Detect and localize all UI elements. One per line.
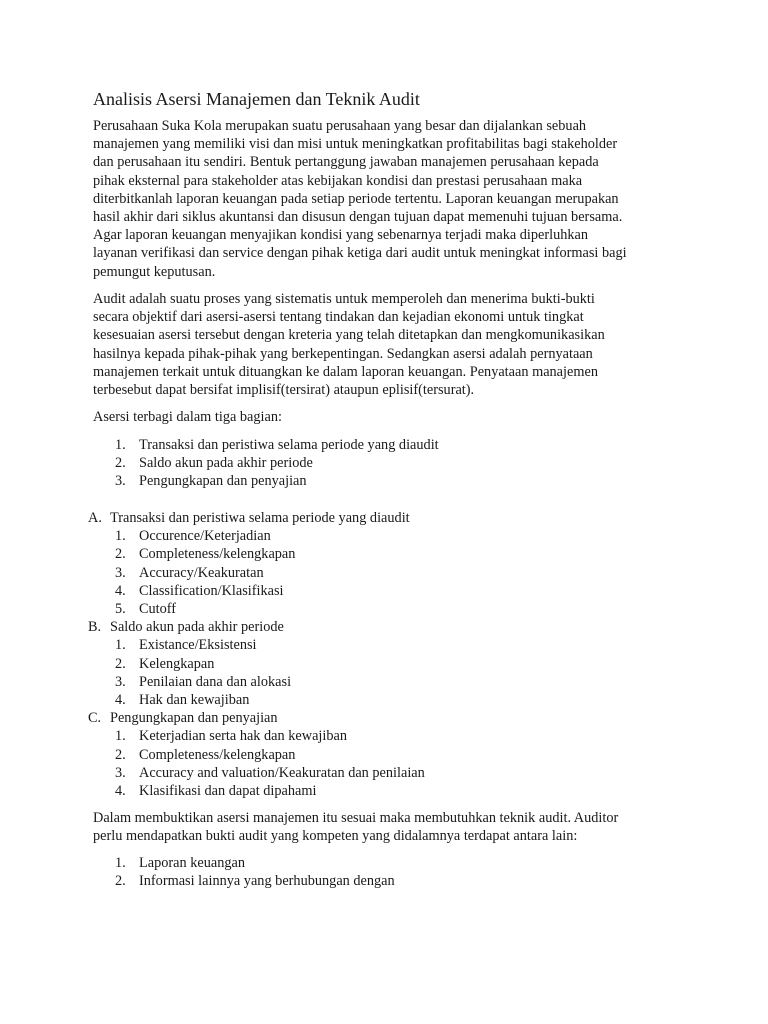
text-line: layanan verifikasi dan service dengan pihak ketiga dari audit untuk meningkat informasi bagi (93, 245, 627, 262)
list-item: 4. Classification/Klasifikasi (115, 582, 284, 599)
text-line: Agar laporan keuangan menyajikan kondisi yang sebenarnya terjadi maka diperluhkan (93, 227, 589, 244)
text-line: Dalam membuktikan asersi manajemen itu sesuai maka membutuhkan teknik audit. Auditor (93, 810, 619, 826)
list-item: 1. Existance/Eksistensi (115, 637, 257, 654)
paragraph-audit-definition (93, 290, 683, 399)
list-item: 2. Completeness/kelengkapan (115, 546, 296, 563)
list-item: 3. Accuracy/Keakuratan (115, 564, 264, 581)
text-line: dan perusahaan itu sendiri. Bentuk pertanggung jawaban manajemen perusahaan kepada (93, 154, 599, 171)
text-line: terbesebut dapat bersifat implisif(tersirat) ataupun eplisif(tersurat). (93, 382, 475, 399)
list-item: 2. Completeness/kelengkapan (115, 746, 296, 763)
list-item: 1. Keterjadian serta hak dan kewajiban (115, 728, 348, 745)
parts-list (115, 436, 439, 491)
paragraph-intro (93, 117, 683, 281)
text-line: manajemen yang memiliki visi dan misi untuk meningkatkan profitabilitas bagi stakeholder (93, 136, 618, 153)
paragraph-audit-technique (93, 809, 683, 845)
section-heading-a: A. Transaksi dan peristiwa selama periode yang diaudit (88, 510, 410, 526)
text-line: kesesuaian asersi tersebut dengan kreteria yang telah ditetapkan dan mengkomunikasikan (93, 327, 605, 344)
list-item: 4. Hak dan kewajiban (115, 692, 250, 709)
text-line: manajemen terkait untuk dituangkan ke dalam laporan keuangan. Penyataan manajemen (93, 363, 598, 380)
text-line: hasil akhir dari siklus akuntansi dan disusun dengan tujuan dapat memenuhi tujuan bersama. (93, 209, 623, 226)
list-item: 2. Kelengkapan (115, 655, 215, 672)
list-item: 1. Laporan keuangan (115, 855, 245, 871)
text-line: pemungut keputusan. (93, 263, 216, 280)
section-heading-c: C. Pengungkapan dan penyajian (88, 710, 278, 727)
list-item: 2. Saldo akun pada akhir periode (115, 455, 313, 472)
sections-list (88, 509, 425, 800)
list-item: 4. Klasifikasi dan dapat dipahami (115, 783, 317, 800)
evidence-list (115, 854, 395, 890)
text-line: perlu mendapatkan bukti audit yang kompeten yang didalamnya terdapat antara lain: (93, 828, 578, 845)
list-item: 3. Pengungkapan dan penyajian (115, 473, 307, 490)
section-heading-b: B. Saldo akun pada akhir periode (88, 619, 284, 636)
text-line: Audit adalah suatu proses yang sistematis untuk memperoleh dan menerima bukti-bukti (93, 291, 595, 307)
list-item: 5. Cutoff (115, 601, 177, 618)
list-item: 2. Informasi lainnya yang berhubungan dengan (115, 873, 395, 890)
text-line: secara objektif dari asersi-asersi tentang tindakan dan kejadian ekonomi untuk tingkat (93, 309, 584, 326)
text-line: diterbitkanlah laporan keuangan pada setiap periode tertentu. Laporan keuangan merupakan (93, 190, 619, 207)
list-item: 3. Penilaian dana dan alokasi (115, 673, 292, 690)
list-item: 3. Accuracy and valuation/Keakuratan dan penilaian (115, 764, 425, 781)
text-line: Perusahaan Suka Kola merupakan suatu perusahaan yang besar dan dijalankan sebuah (93, 118, 587, 134)
text-line: hasilnya kepada pihak-pihak yang berkepentingan. Sedangkan asersi adalah pernyataan (93, 345, 593, 362)
paragraph-parts-intro (93, 408, 683, 426)
list-item: 1. Transaksi dan peristiwa selama periode yang diaudit (115, 437, 439, 453)
text-line: Asersi terbagi dalam tiga bagian: (93, 409, 282, 425)
list-item: 1. Occurence/Keterjadian (115, 528, 271, 545)
text-line: pihak eksternal para stakeholder atas kebijakan kondisi dan prestasi perusahaan maka (93, 172, 583, 189)
document-title: Analisis Asersi Manajemen dan Teknik Audit (93, 89, 420, 109)
